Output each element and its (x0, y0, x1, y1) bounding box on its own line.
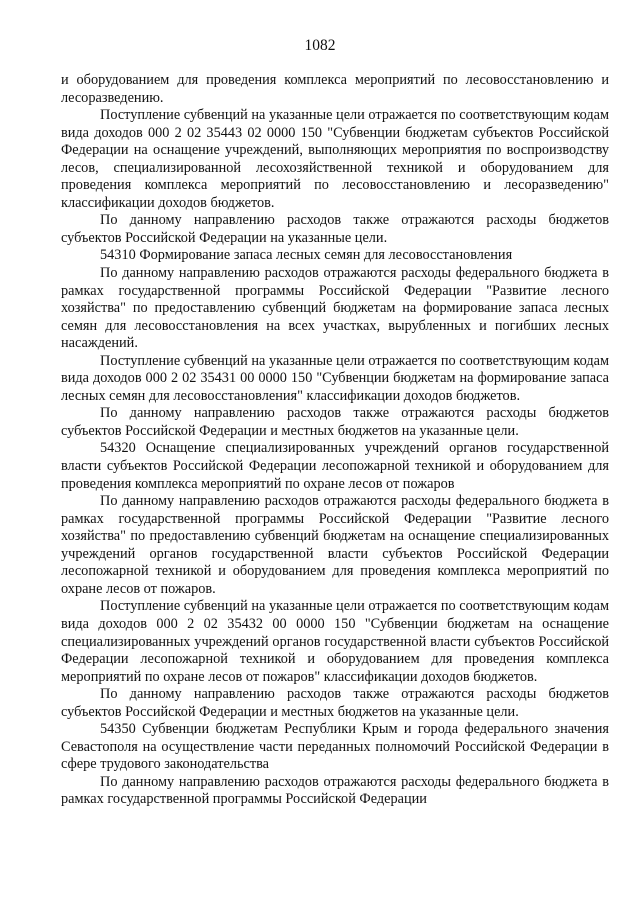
paragraph: По данному направлению расходов также отражаются расходы бюджетов субъектов Российской Федерации и местных бюджетов на указанные цели. (61, 405, 609, 439)
document-body (61, 72, 609, 809)
paragraph: Поступление субвенций на указанные цели отражается по соответствующим кодам вида доходов 000 2 02 35443 02 0000 150 "Субвенции бюджетам субъектов Российской Федерации на оснащение учреждений, выполняющих мероприятия по воспроизводству лесов, специализированной лесохозяйственной техникой и оборудованием для проведения комплекса мероприятий по лесовосстановлению и лесоразведению" классификации доходов бюджетов. (61, 107, 609, 211)
paragraph: 54350 Субвенции бюджетам Республики Крым и города федерального значения Севастополя на осуществление части переданных полномочий Российской Федерации в сфере трудового законодательства (61, 721, 609, 773)
paragraph: 54320 Оснащение специализированных учреждений органов государственной власти субъектов Российской Федерации лесопожарной техникой и оборудованием для проведения комплекса мероприятий по охране лесов от пожаров (61, 440, 609, 492)
paragraph: По данному направлению расходов также отражаются расходы бюджетов субъектов Российской Федерации на указанные цели. (61, 212, 609, 246)
paragraph: Поступление субвенций на указанные цели отражается по соответствующим кодам вида доходов 000 2 02 35432 00 0000 150 "Субвенции бюджетам на оснащение специализированных учреждений органов государственной власти субъектов Российской Федерации лесопожарной техникой и оборудованием для проведения комплекса мероприятий по охране лесов от пожаров" классификации доходов бюджетов. (61, 598, 609, 685)
page-number: 1082 (304, 37, 336, 54)
paragraph: и оборудованием для проведения комплекса мероприятий по лесовосстановлению и лесоразведению. (61, 72, 609, 106)
paragraph: По данному направлению расходов также отражаются расходы бюджетов субъектов Российской Федерации и местных бюджетов на указанные цели. (61, 686, 609, 720)
paragraph: 54310 Формирование запаса лесных семян для лесовосстановления (100, 247, 513, 264)
paragraph: По данному направлению расходов отражаются расходы федерального бюджета в рамках государственной программы Российской Федерации "Развитие лесного хозяйства" по предоставлению субвенций бюджетам на формирование запаса лесных семян для лесовосстановления на всех участках, вырубленных и погибших лесных насаждений. (61, 265, 609, 352)
paragraph: По данному направлению расходов отражаются расходы федерального бюджета в рамках государственной программы Российской Федерации (61, 773, 609, 808)
paragraph: Поступление субвенций на указанные цели отражается по соответствующим кодам вида доходов 000 2 02 35431 00 0000 150 "Субвенции бюджетам на формирование запаса лесных семян для лесовосстановления" классификации доходов бюджетов. (61, 352, 609, 404)
paragraph: По данному направлению расходов отражаются расходы федерального бюджета в рамках государственной программы Российской Федерации "Развитие лесного хозяйства" по предоставлению субвенций бюджетам на оснащение специализированных учреждений органов государственной власти субъектов Российской Федерации лесопожарной техникой и оборудованием для проведения комплекса мероприятий по охране лесов от пожаров. (61, 493, 609, 597)
